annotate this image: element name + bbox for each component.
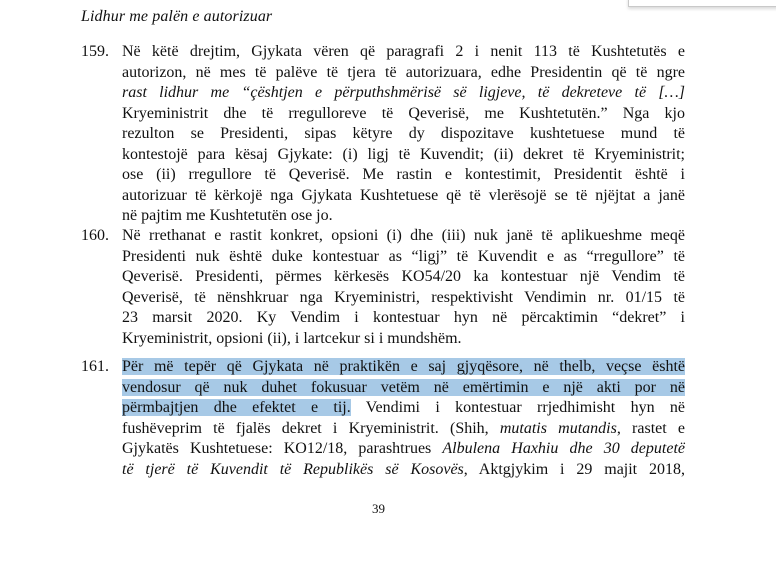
text-line: Qeverisë. Presidenti, përmes kërkesës KO54/20 ka kontestuar një Vendim të: [122, 268, 685, 285]
text-line: autorizon, në mes të palëve të tjera të autorizuara, edhe Presidentin që të ngre: [122, 63, 685, 81]
text-line: Qeverisë, të nënshkruar nga Kryeministri, respektivisht Vendimin nr. 01/15 të: [122, 288, 685, 306]
text-line: ose (ii) rregullore të Qeverisë. Me rastin e kontestimit, Presidentit është i: [122, 166, 685, 183]
highlighted-text[interactable]: Për më tepër që Gjykata në praktikën e saj gjyqësore, në thelb, veçse është: [122, 358, 685, 375]
text-line: Kryeministrit dhe të rregulloreve të Qeverisë, me Kushtetutën.” Nga kjo: [122, 104, 685, 122]
text-line: Presidenti nuk është duke kontestuar as “ligj” të Kuvendit e as “rregullore” të: [122, 247, 685, 265]
text-line: përmbajtjen dhe efektet e tij. Vendimi i kontestuar rrjedhimisht hyn në: [122, 399, 685, 416]
text-line: Kryeministrit, opsioni (ii), i lartcekur si i mundshëm.: [122, 329, 462, 347]
text-line: kontestojë para kësaj Gjykate: (i) ligj të Kuvendit; (ii) dekret të Kryeministrit;: [122, 145, 685, 163]
highlighted-text[interactable]: përmbajtjen dhe efektet e tij.: [122, 399, 351, 416]
text-line: 23 marsit 2020. Ky Vendim i kontestuar hyn në përcaktimin “dekret” i: [122, 309, 685, 326]
paragraph-number: 161.: [81, 358, 109, 375]
text-line: Në këtë drejtim, Gjykata vëren që paragrafi 2 i nenit 113 të Kushtetutës e: [122, 43, 685, 60]
text-line: Në rrethanat e rastit konkret, opsioni (i) dhe (iii) nuk janë të aplikueshme meqë: [122, 227, 685, 244]
text-line: rezulton se Presidenti, sipas këtyre dy dispozitave kushtetuese mund të: [122, 125, 685, 142]
paragraph-number: 159.: [81, 43, 109, 60]
text-line: rast lidhur me “çështjen e përputhshmërisë së ligjeve, të dekreteve të […]: [122, 84, 685, 101]
text-line: të tjerë të Kuvendit të Republikës së Kosovës, Aktgjykim i 29 majit 2018,: [122, 460, 686, 478]
paragraph-body: [122, 42, 685, 227]
paragraph-number: 160.: [81, 227, 109, 244]
text-line: autorizuar të kërkojë nga Gjykata Kushtetuese që të vlerësojë se të njëjtat a janë: [122, 186, 685, 204]
text-line: Gjykatës Kushtetuese: KO12/18, parashtrues Albulena Haxhiu dhe 30 deputetë: [122, 440, 685, 457]
overlay-box: [628, 0, 776, 7]
text-line: fushëveprim të fjalës dekret i Kryeministrit. (Shih, mutatis mutandis, rastet e: [122, 419, 686, 437]
text-line: [122, 357, 685, 378]
text-line: [122, 378, 685, 399]
italic-text: të tjerë të Kuvendit të Republikës së Kosovës: [122, 460, 464, 478]
highlighted-text[interactable]: vendosur që nuk duhet fokusuar vetëm në emërtimin e një akti por në: [122, 378, 685, 396]
paragraph-body: [122, 357, 685, 480]
paragraph-body: [122, 226, 685, 349]
section-heading: Lidhur me palën e autorizuar: [81, 8, 273, 25]
italic-text: Albulena Haxhiu dhe 30 deputetë: [442, 440, 685, 457]
text-line: në pajtim me Kushtetutën ose jo.: [122, 207, 333, 224]
italic-text: mutatis mutandis: [499, 419, 617, 437]
page-number: 39: [372, 501, 385, 516]
